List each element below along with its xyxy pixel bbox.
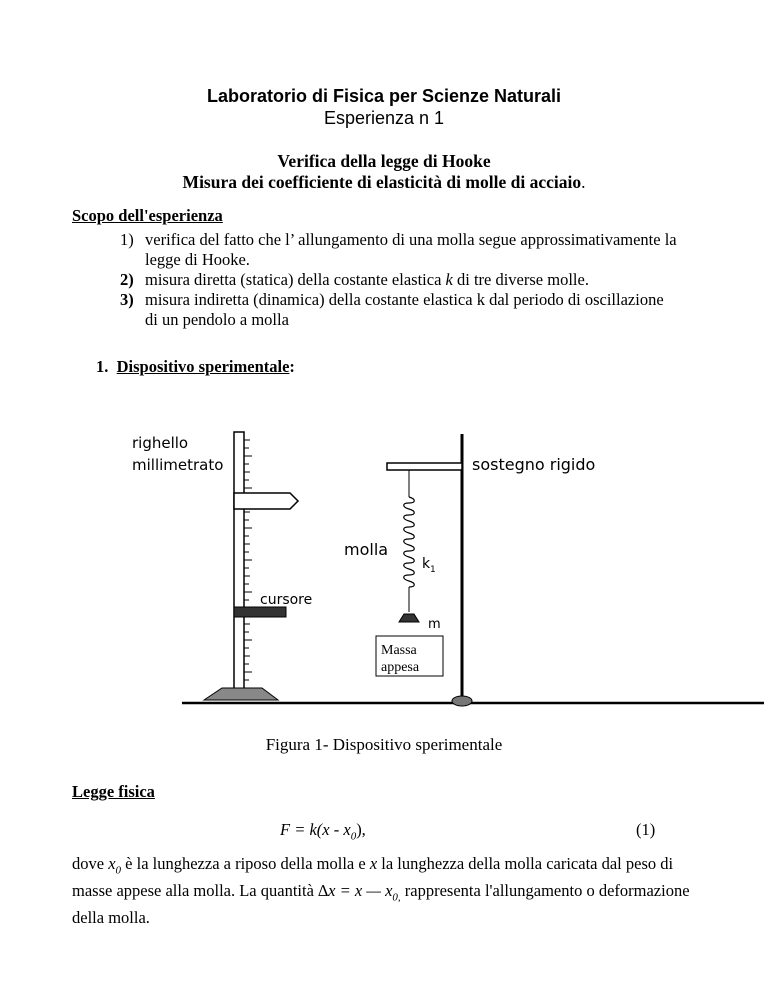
formula-part-a: F = k(x - x bbox=[280, 820, 351, 839]
list-number: 3) bbox=[120, 290, 134, 309]
experiment-title: Verifica della legge di Hooke bbox=[277, 151, 491, 171]
para-text: = x — x bbox=[335, 880, 393, 900]
ruler-base bbox=[204, 688, 278, 700]
label-cursore: cursore bbox=[260, 592, 313, 608]
list-text-pre: misura diretta (statica) della costante elastica bbox=[145, 270, 446, 289]
var-sub: 0 bbox=[115, 864, 122, 877]
formula-sub: 0 bbox=[350, 830, 357, 843]
label-k: k bbox=[422, 556, 431, 572]
para-text: la lunghezza della molla caricata dal peso di masse appese alla molla. La quantità bbox=[72, 854, 674, 900]
pointer-arrow bbox=[234, 493, 298, 509]
var-x: x bbox=[369, 854, 378, 873]
law-paragraph bbox=[72, 854, 712, 927]
formula-part-b: ), bbox=[356, 820, 366, 839]
list-var-k: k bbox=[445, 270, 453, 289]
figure-caption: Figura 1- Dispositivo sperimentale bbox=[265, 735, 503, 754]
var-sub: 0, bbox=[392, 891, 401, 904]
ruler bbox=[234, 432, 252, 694]
label-righello: righello bbox=[132, 434, 189, 452]
label-appesa: appesa bbox=[381, 660, 420, 675]
experiment-subtitle-period: . bbox=[581, 172, 586, 192]
cursore-slider bbox=[234, 607, 286, 617]
label-millimetrato: millimetrato bbox=[132, 456, 224, 474]
label-molla: molla bbox=[344, 540, 389, 559]
section-colon: : bbox=[289, 357, 295, 376]
section-number: 1. bbox=[96, 357, 109, 376]
equation-number: (1) bbox=[636, 820, 656, 839]
list-number: 1) bbox=[120, 230, 134, 249]
hooke-formula bbox=[280, 820, 366, 842]
var-x: x bbox=[108, 854, 116, 873]
para-text: dove bbox=[72, 854, 109, 873]
label-sostegno: sostegno rigido bbox=[472, 455, 596, 474]
experiment-subtitle-text: Misura dei coefficiente di elasticità di molle di acciaio bbox=[182, 172, 582, 192]
para-text: è la lunghezza a riposo della molla e bbox=[121, 854, 370, 873]
para-text: rappresenta l'allungamento o deformazione della molla. bbox=[72, 880, 690, 927]
scope-heading: Scopo dell'esperienza bbox=[72, 206, 223, 225]
page-title: Laboratorio di Fisica per Scienze Naturali bbox=[206, 86, 562, 106]
list-number: 2) bbox=[120, 270, 134, 289]
section-label: Dispositivo sperimentale bbox=[116, 357, 290, 376]
law-heading: Legge fisica bbox=[72, 782, 155, 801]
spring bbox=[399, 470, 419, 622]
var-delta-x: ∆x bbox=[318, 880, 336, 900]
experiment-number: Esperienza n 1 bbox=[323, 108, 445, 128]
list-text-post: di tre diverse molle. bbox=[452, 270, 589, 289]
label-k-sub: 1 bbox=[430, 565, 436, 575]
list-text: misura indiretta (dinamica) della costante elastica k dal periodo di oscillazione di un pendolo a molla bbox=[145, 290, 664, 329]
list-text: verifica del fatto che l’ allungamento di una molla segue approssimativamente la legge di Hooke. bbox=[145, 230, 677, 269]
label-m: m bbox=[428, 617, 441, 632]
label-massa: Massa bbox=[381, 643, 417, 658]
